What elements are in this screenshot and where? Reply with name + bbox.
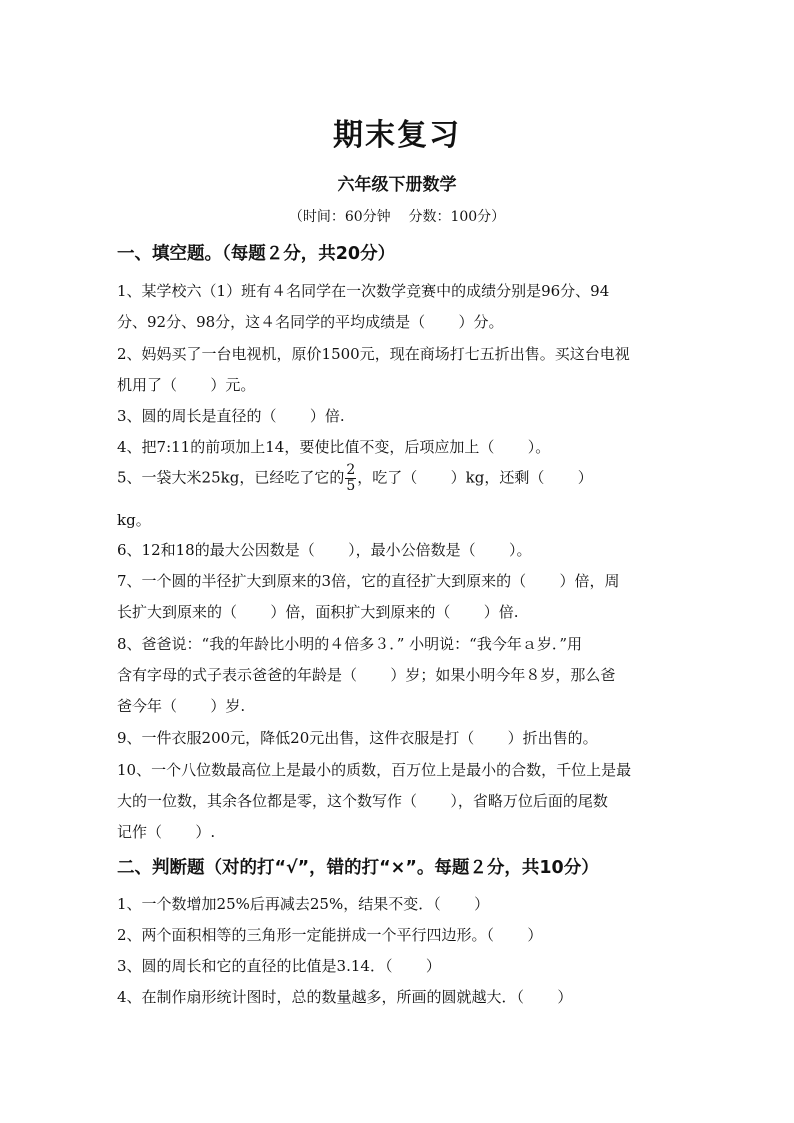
question-8-line-3: 爸今年（ ）岁. (117, 697, 246, 715)
question-5-text-after: ，吃了（ ）kg，还剩（ ） (357, 468, 593, 487)
fraction (345, 463, 356, 494)
question-2-line-1: 2、妈妈买了一台电视机，原价1500元，现在商场打七五折出售。买这台电视 (117, 345, 630, 363)
question-10-line-3: 记作（ ）. (117, 823, 216, 841)
fraction-numerator: 2 (346, 462, 356, 478)
question-5-line-2: kg。 (117, 511, 151, 529)
question-9: 9、一件衣服200元，降低20元出售，这件衣服是打（ ）折出售的。 (117, 729, 598, 747)
fraction-denominator: 5 (346, 478, 356, 494)
question-1-line-1: 1、某学校六（1）班有４名同学在一次数学竞赛中的成绩分别是96分、94 (117, 282, 610, 300)
page-title: 期末复习 (333, 118, 461, 153)
question-1-line-2: 分、92分、98分，这４名同学的平均成绩是（ ）分。 (117, 313, 504, 331)
question-8-line-1: 8、爸爸说：“我的年龄比小明的４倍多３．” 小明说：“我今年ａ岁．”用 (117, 635, 582, 653)
question-5-line-1 (117, 463, 593, 494)
tf-question-3: 3、圆的周长和它的直径的比值是3.14．（ ） (117, 957, 441, 975)
tf-question-4: 4、在制作扇形统计图时，总的数量越多，所画的圆就越大．（ ） (117, 988, 573, 1006)
question-3: 3、圆的周长是直径的（ ）倍. (117, 407, 345, 425)
tf-question-1: 1、一个数增加25%后再减去25%，结果不变．（ ） (117, 895, 490, 913)
question-2-line-2: 机用了（ ）元。 (117, 376, 256, 394)
section-heading-fill-in: 一、填空题。（每题２分，共20分） (117, 244, 396, 264)
question-7-line-2: 长扩大到原来的（ ）倍，面积扩大到原来的（ ）倍. (117, 603, 519, 621)
question-6: 6、12和18的最大公因数是（ ），最小公倍数是（ ）。 (117, 541, 532, 559)
tf-question-2: 2、两个面积相等的三角形一定能拼成一个平行四边形。（ ） (117, 926, 543, 944)
question-4: 4、把7:11的前项加上14，要使比值不变，后项应加上（ ）。 (117, 438, 551, 456)
page-subtitle: 六年级下册数学 (337, 175, 457, 195)
section-heading-true-false: 二、判断题（对的打“√”，错的打“×”。每题２分，共10分） (117, 858, 599, 878)
question-8-line-2: 含有字母的式子表示爸爸的年龄是（ ）岁；如果小明今年８岁，那么爸 (117, 666, 616, 684)
question-5-text-before: 5、一袋大米25kg，已经吃了它的 (117, 468, 345, 487)
question-7-line-1: 7、一个圆的半径扩大到原来的3倍，它的直径扩大到原来的（ ）倍，周 (117, 572, 620, 590)
question-10-line-2: 大的一位数，其余各位都是零，这个数写作（ ），省略万位后面的尾数 (117, 792, 608, 810)
question-10-line-1: 10、一个八位数最高位上是最小的质数，百万位上是最小的合数，千位上是最 (117, 761, 632, 779)
exam-meta: （时间：60分钟 分数：100分） (288, 209, 506, 225)
